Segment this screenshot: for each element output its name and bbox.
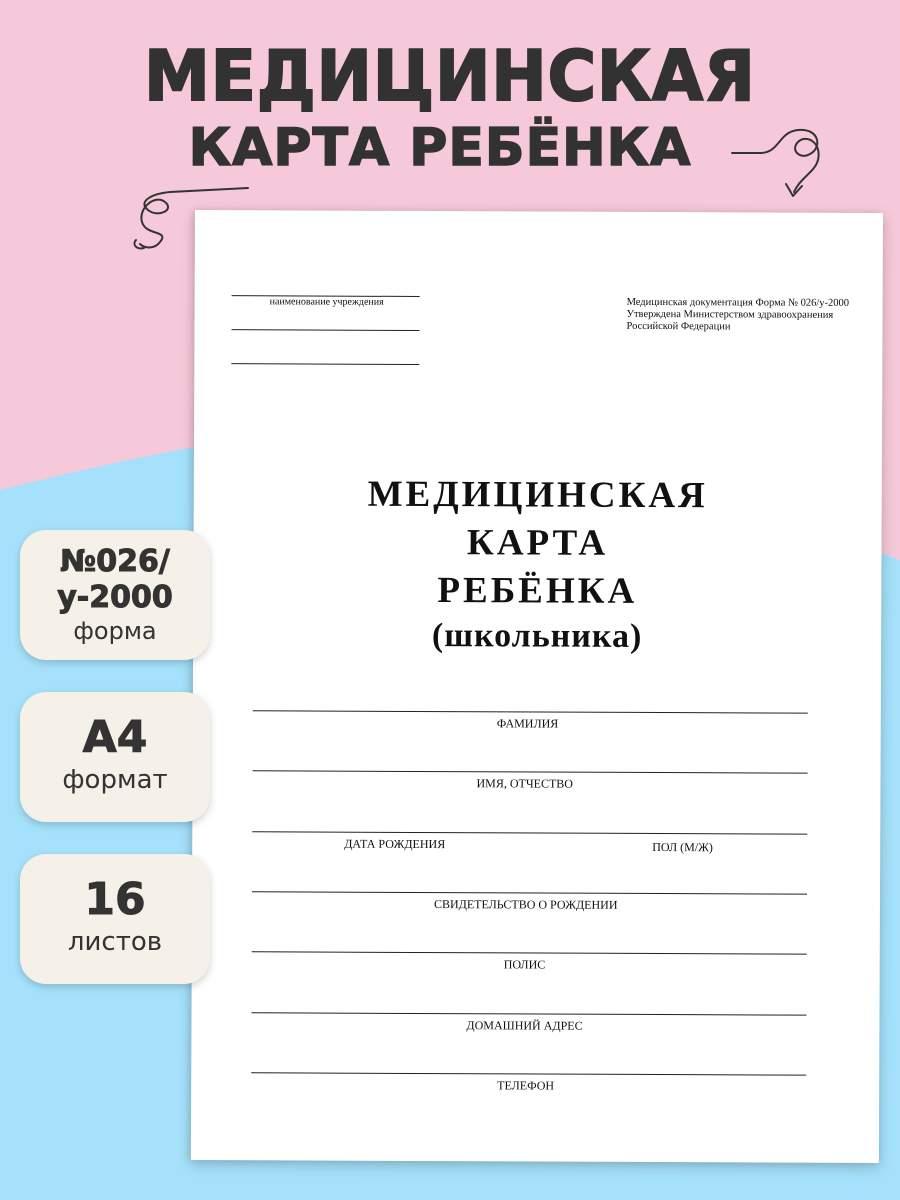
sheets-caption: листов (67, 927, 163, 957)
legal-line-2: Утверждена Министерством здравоохранения (626, 308, 834, 321)
headline-line-1: МЕДИЦИНСКАЯ (144, 36, 756, 117)
format-caption: формат (62, 765, 168, 795)
home-address-label: ДОМАШНИЙ АДРЕС (466, 1018, 583, 1033)
form-number-line-1: №026/ (60, 544, 170, 579)
institution-line-3 (231, 363, 419, 365)
legal-line-3: Российской Федерации (626, 320, 731, 333)
sheets-badge (20, 854, 210, 984)
policy-label: ПОЛИС (503, 957, 546, 972)
phone-label: ТЕЛЕФОН (497, 1078, 555, 1093)
institution-line-2 (231, 329, 419, 331)
institution-label: наименование учреждения (269, 296, 384, 308)
document-subtitle: (школьника) (431, 617, 643, 655)
birth-date-line (252, 831, 807, 834)
legal-line-1: Медицинская документация Форма № 026/у-2000 (626, 296, 850, 309)
birth-certificate-label: СВИДЕТЕЛЬСТВО О РОЖДЕНИИ (433, 897, 618, 912)
document-title-line-1: МЕДИЦИНСКАЯ (367, 473, 708, 517)
surname-line (253, 710, 808, 713)
medical-card-document (191, 210, 883, 1163)
policy-line (252, 951, 807, 954)
home-address-line (251, 1012, 806, 1015)
document-title-line-3: РЕБЁНКА (437, 570, 638, 612)
curved-arrow-icon (730, 120, 840, 205)
format-badge (20, 692, 210, 822)
form-number-caption: форма (73, 617, 157, 645)
surname-label: ФАМИЛИЯ (496, 716, 559, 731)
phone-line (251, 1072, 806, 1075)
name-patronymic-line (253, 770, 808, 773)
document-title-line-2: КАРТА (466, 522, 609, 564)
format-value: А4 (82, 712, 148, 763)
birth-date-label: ДАТА РОЖДЕНИЯ (344, 836, 446, 852)
name-patronymic-label: ИМЯ, ОТЧЕСТВО (476, 776, 573, 791)
headline-line-2: КАРТА РЕБЁНКА (188, 118, 692, 178)
sex-label: ПОЛ (М/Ж) (652, 840, 713, 855)
birth-certificate-line (252, 891, 807, 894)
form-number-badge (20, 530, 210, 660)
sheets-value: 16 (84, 874, 146, 925)
form-legal-note (626, 297, 849, 334)
form-number-line-2: у-2000 (57, 580, 173, 615)
